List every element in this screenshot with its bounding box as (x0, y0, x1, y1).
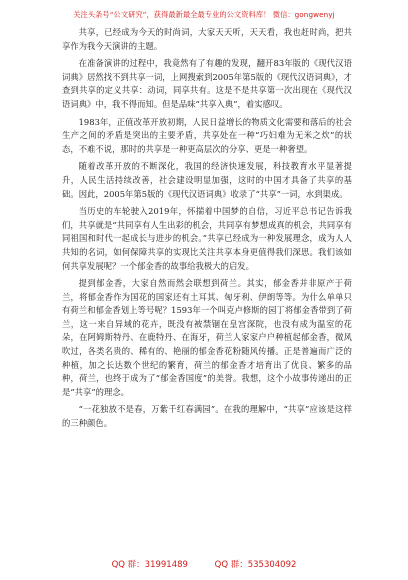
qq-group-footer (0, 558, 408, 570)
paragraph-7: “一花独放不是春，万紫千红春满园”。在我的理解中，“共享”应该是这样的三种颜色。 (62, 404, 352, 429)
qq-group-1: QQ 群：31991489 (111, 560, 188, 570)
qq-group-2: QQ 群：535304092 (214, 560, 297, 570)
document-body (62, 26, 352, 435)
paragraph-6: 提到郁金香，大家自然而然会联想到荷兰。其实，郁金香并非原产于荷兰，将郁金香作为国花的国家还有土耳其、匈牙利、伊朗等等。为什么单单只有荷兰和郁金香划上等号呢？1593年一个叫克卢修斯的园丁将郁金香带到了荷兰，这一来自异域的花卉，既没有被禁锢在皇宫深院，也没有成为温室的花朵，在阿姆斯特丹、在鹿特丹、在海牙，荷兰人家家户户种植起郁金香，微风吹过，各类名贵的、稀有的、艳丽的郁金香花粉随风传播。正是普遍而广泛的种植，加之长达数个世纪的繁育，荷兰的郁金香才培育出了优良、繁多的品种，荷兰，也终于成为了“郁金香国度”的美誉。我想，这个小故事传递出的正是“共享”的理念。 (62, 278, 352, 397)
paragraph-2: 在准备演讲的过程中，我竟然有了有趣的发现，翻开83年版的《现代汉语词典》居然找不到共享一词，上网搜索到2005年第5版的《现代汉语词典》，才查到共享的定义共享：动词，同享共有。这是不是共享第一次出现在《现代汉语词典》中，我不得而知。但是品味“共享入典”，着实感叹。 (62, 58, 352, 109)
paragraph-3: 1983年，正值改革开放初期，人民日益增长的物质文化需要和落后的社会生产之间的矛盾是突出的主要矛盾，共享处在一种“巧妇难为无米之炊”的状态，不难不说，那时的共享是一种更高层次的分享、更是一种奢望。 (62, 116, 352, 154)
paragraph-4: 随着改革开放的不断深化，我国的经济快速发展，科技教育水平显著提升，人民生活持续改善，社会建设明显加强，这时的中国才具备了共享的基础。因此，2005年第5版的《现代汉语词典》收录了“共享”一词，水到渠成。 (62, 161, 352, 199)
paragraph-1: 共享，已经成为今天的时尚词，大家天天听，天天看，我也赶时尚，把共享作为我今天演讲的主题。 (62, 27, 352, 51)
paragraph-5: 当历史的车轮驶入2019年，怀揣着中国梦的自信，习近平总书记告诉我们，共享就是“共同享有人生出彩的机会，共同享有梦想成真的机会，共同享有同祖国和时代一起成长与进步的机会。”共享已经成为一种发展理念，成为人人共知的名词，如何保障共享的实现比关注共享本身更值得我们深思。我们该如何共享发展呢？一个郁金香的故事给我极大的启发。 (62, 206, 352, 271)
promo-header: 关注头条号“公文研究”，获得最新最全最专业的公文资料库！ 微信：gongwenyj (73, 10, 335, 19)
